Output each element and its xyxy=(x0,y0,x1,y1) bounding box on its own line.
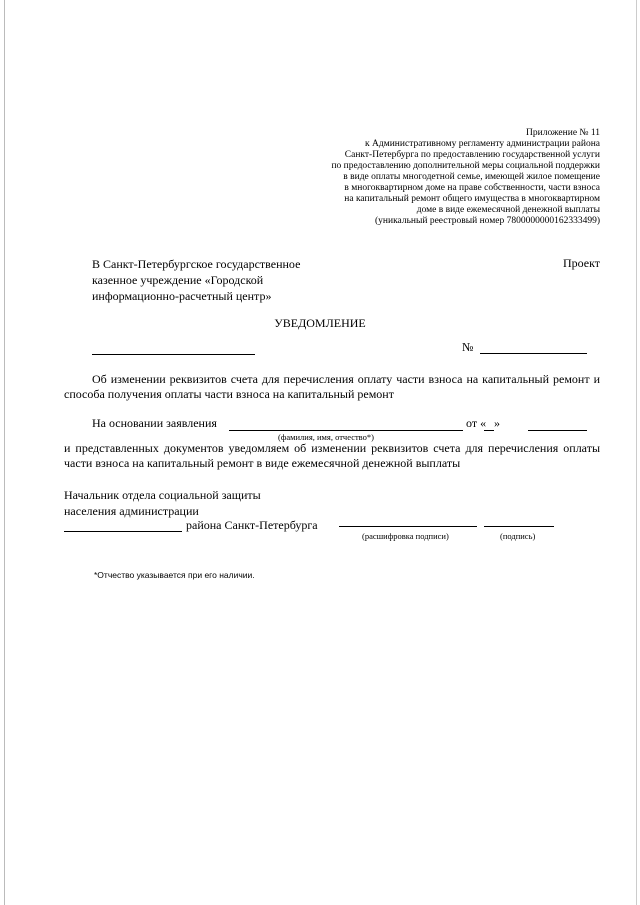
addressee-line: информационно-расчетный центр» xyxy=(92,289,272,303)
footnote: *Отчество указывается при его наличии. xyxy=(94,570,255,580)
decoding-hint: (расшифровка подписи) xyxy=(362,531,449,541)
appendix-line: на капитальный ремонт общего имущества в многоквартирном xyxy=(344,194,600,204)
date-field-line xyxy=(92,354,255,355)
appendix-line: в многоквартирном доме на праве собственности, части взноса xyxy=(344,183,600,193)
document-title: УВЕДОМЛЕНИЕ xyxy=(274,316,366,330)
appendix-line: (уникальный реестровый номер 7800000000162333499) xyxy=(374,216,600,226)
number-field-line xyxy=(480,353,587,354)
day-field-line xyxy=(484,430,494,431)
signatory-line-2: населения администрации xyxy=(64,504,199,518)
scan-edge-left xyxy=(4,0,5,905)
appendix-line: Приложение № 11 xyxy=(526,128,600,138)
from-label: от « xyxy=(466,416,487,430)
name-hint: (фамилия, имя, отчество*) xyxy=(278,432,374,442)
appendix-line: к Административному регламенту администрации района xyxy=(365,139,600,149)
month-year-field-line xyxy=(528,430,587,431)
notice-paragraph: и представленных документов уведомляем об изменении реквизитов счета для перечисления оплаты части взноса на капитальный ремонт в виде ежемесячной денежной выплаты xyxy=(64,441,600,470)
signatory-line-3: района Санкт-Петербурга xyxy=(186,518,318,532)
number-label: № xyxy=(462,340,474,354)
draft-label: Проект xyxy=(562,256,600,270)
signature-line xyxy=(484,526,554,527)
applicant-name-line xyxy=(229,430,463,431)
addressee-line: В Санкт-Петербургское государственное xyxy=(92,257,301,271)
appendix-line: в виде оплаты многодетной семье, имеющей жилое помещение xyxy=(343,172,600,182)
appendix-header xyxy=(331,128,600,227)
signature-hint: (подпись) xyxy=(500,531,536,541)
signatory-line-1: Начальник отдела социальной защиты xyxy=(64,488,261,502)
appendix-line: Санкт-Петербурга по предоставлению государственной услуги xyxy=(344,150,600,160)
basis-label: На основании заявления xyxy=(92,416,217,430)
addressee-block xyxy=(92,256,300,304)
addressee-line: казенное учреждение «Городской xyxy=(92,273,264,287)
from-close-quote: » xyxy=(494,416,500,430)
appendix-line: доме в виде ежемесячной денежной выплаты xyxy=(416,205,600,215)
signature-decoding-line xyxy=(339,526,477,527)
subject-paragraph: Об изменении реквизитов счета для перечисления оплату части взноса на капитальный ремонт и способа получения оплаты части взноса на капитальный ремонт xyxy=(64,372,600,401)
scan-edge-right xyxy=(636,0,637,905)
appendix-line: по предоставлению дополнительной меры социальной поддержки xyxy=(331,161,600,171)
district-field-line xyxy=(64,531,182,532)
